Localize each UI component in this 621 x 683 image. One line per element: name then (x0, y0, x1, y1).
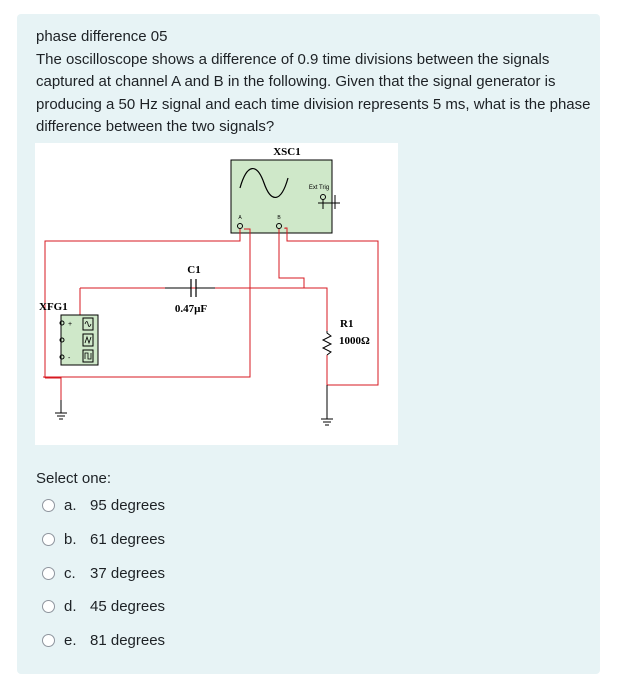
option-text: 95 degrees (90, 496, 166, 514)
function-generator-body (61, 315, 98, 365)
option-letter: d. (64, 597, 77, 615)
answer-option-c[interactable] (42, 562, 165, 584)
option-text: 45 degrees (90, 597, 166, 615)
resistor-symbol (323, 331, 331, 355)
question-title: phase difference 05 (36, 28, 168, 45)
generator-label: XFG1 (39, 301, 68, 313)
select-one-prompt: Select one: (36, 470, 112, 487)
radio-button[interactable] (42, 567, 55, 580)
option-letter: b. (64, 530, 77, 548)
oscilloscope-label: XSC1 (273, 146, 301, 158)
answer-option-a[interactable] (42, 494, 165, 516)
option-letter: c. (64, 564, 76, 582)
radio-button[interactable] (42, 600, 55, 613)
option-text: 37 degrees (90, 564, 166, 582)
channel-b-label: B (277, 215, 281, 221)
question-text-block (36, 26, 591, 139)
oscilloscope-body (231, 160, 332, 233)
answer-option-e[interactable] (42, 629, 165, 651)
option-letter: e. (64, 631, 77, 649)
radio-button[interactable] (42, 499, 55, 512)
radio-button[interactable] (42, 634, 55, 647)
svg-text:-: - (68, 355, 71, 362)
circuit-diagram (35, 143, 398, 445)
radio-button[interactable] (42, 533, 55, 546)
channel-a-label: A (238, 215, 242, 221)
answer-option-d[interactable] (42, 595, 165, 617)
capacitor-value: 0.47µF (174, 303, 208, 315)
question-body: The oscilloscope shows a difference of 0.9 time divisions between the signals captured at channel A and B in the following. Given that the signal generator is producing a 50 Hz signal and each time division represents 5 ms, what is the phase difference between the two signals? (36, 50, 591, 135)
resistor-label: R1 (340, 318, 354, 330)
option-text: 61 degrees (90, 530, 166, 548)
option-text: 81 degrees (90, 631, 166, 649)
answer-option-b[interactable] (42, 528, 165, 550)
resistor-value: 1000Ω (339, 335, 370, 347)
ext-trig-label: Ext Trig (308, 185, 330, 191)
option-letter: a. (64, 496, 77, 514)
capacitor-label: C1 (187, 264, 201, 276)
svg-text:+: + (68, 321, 73, 328)
